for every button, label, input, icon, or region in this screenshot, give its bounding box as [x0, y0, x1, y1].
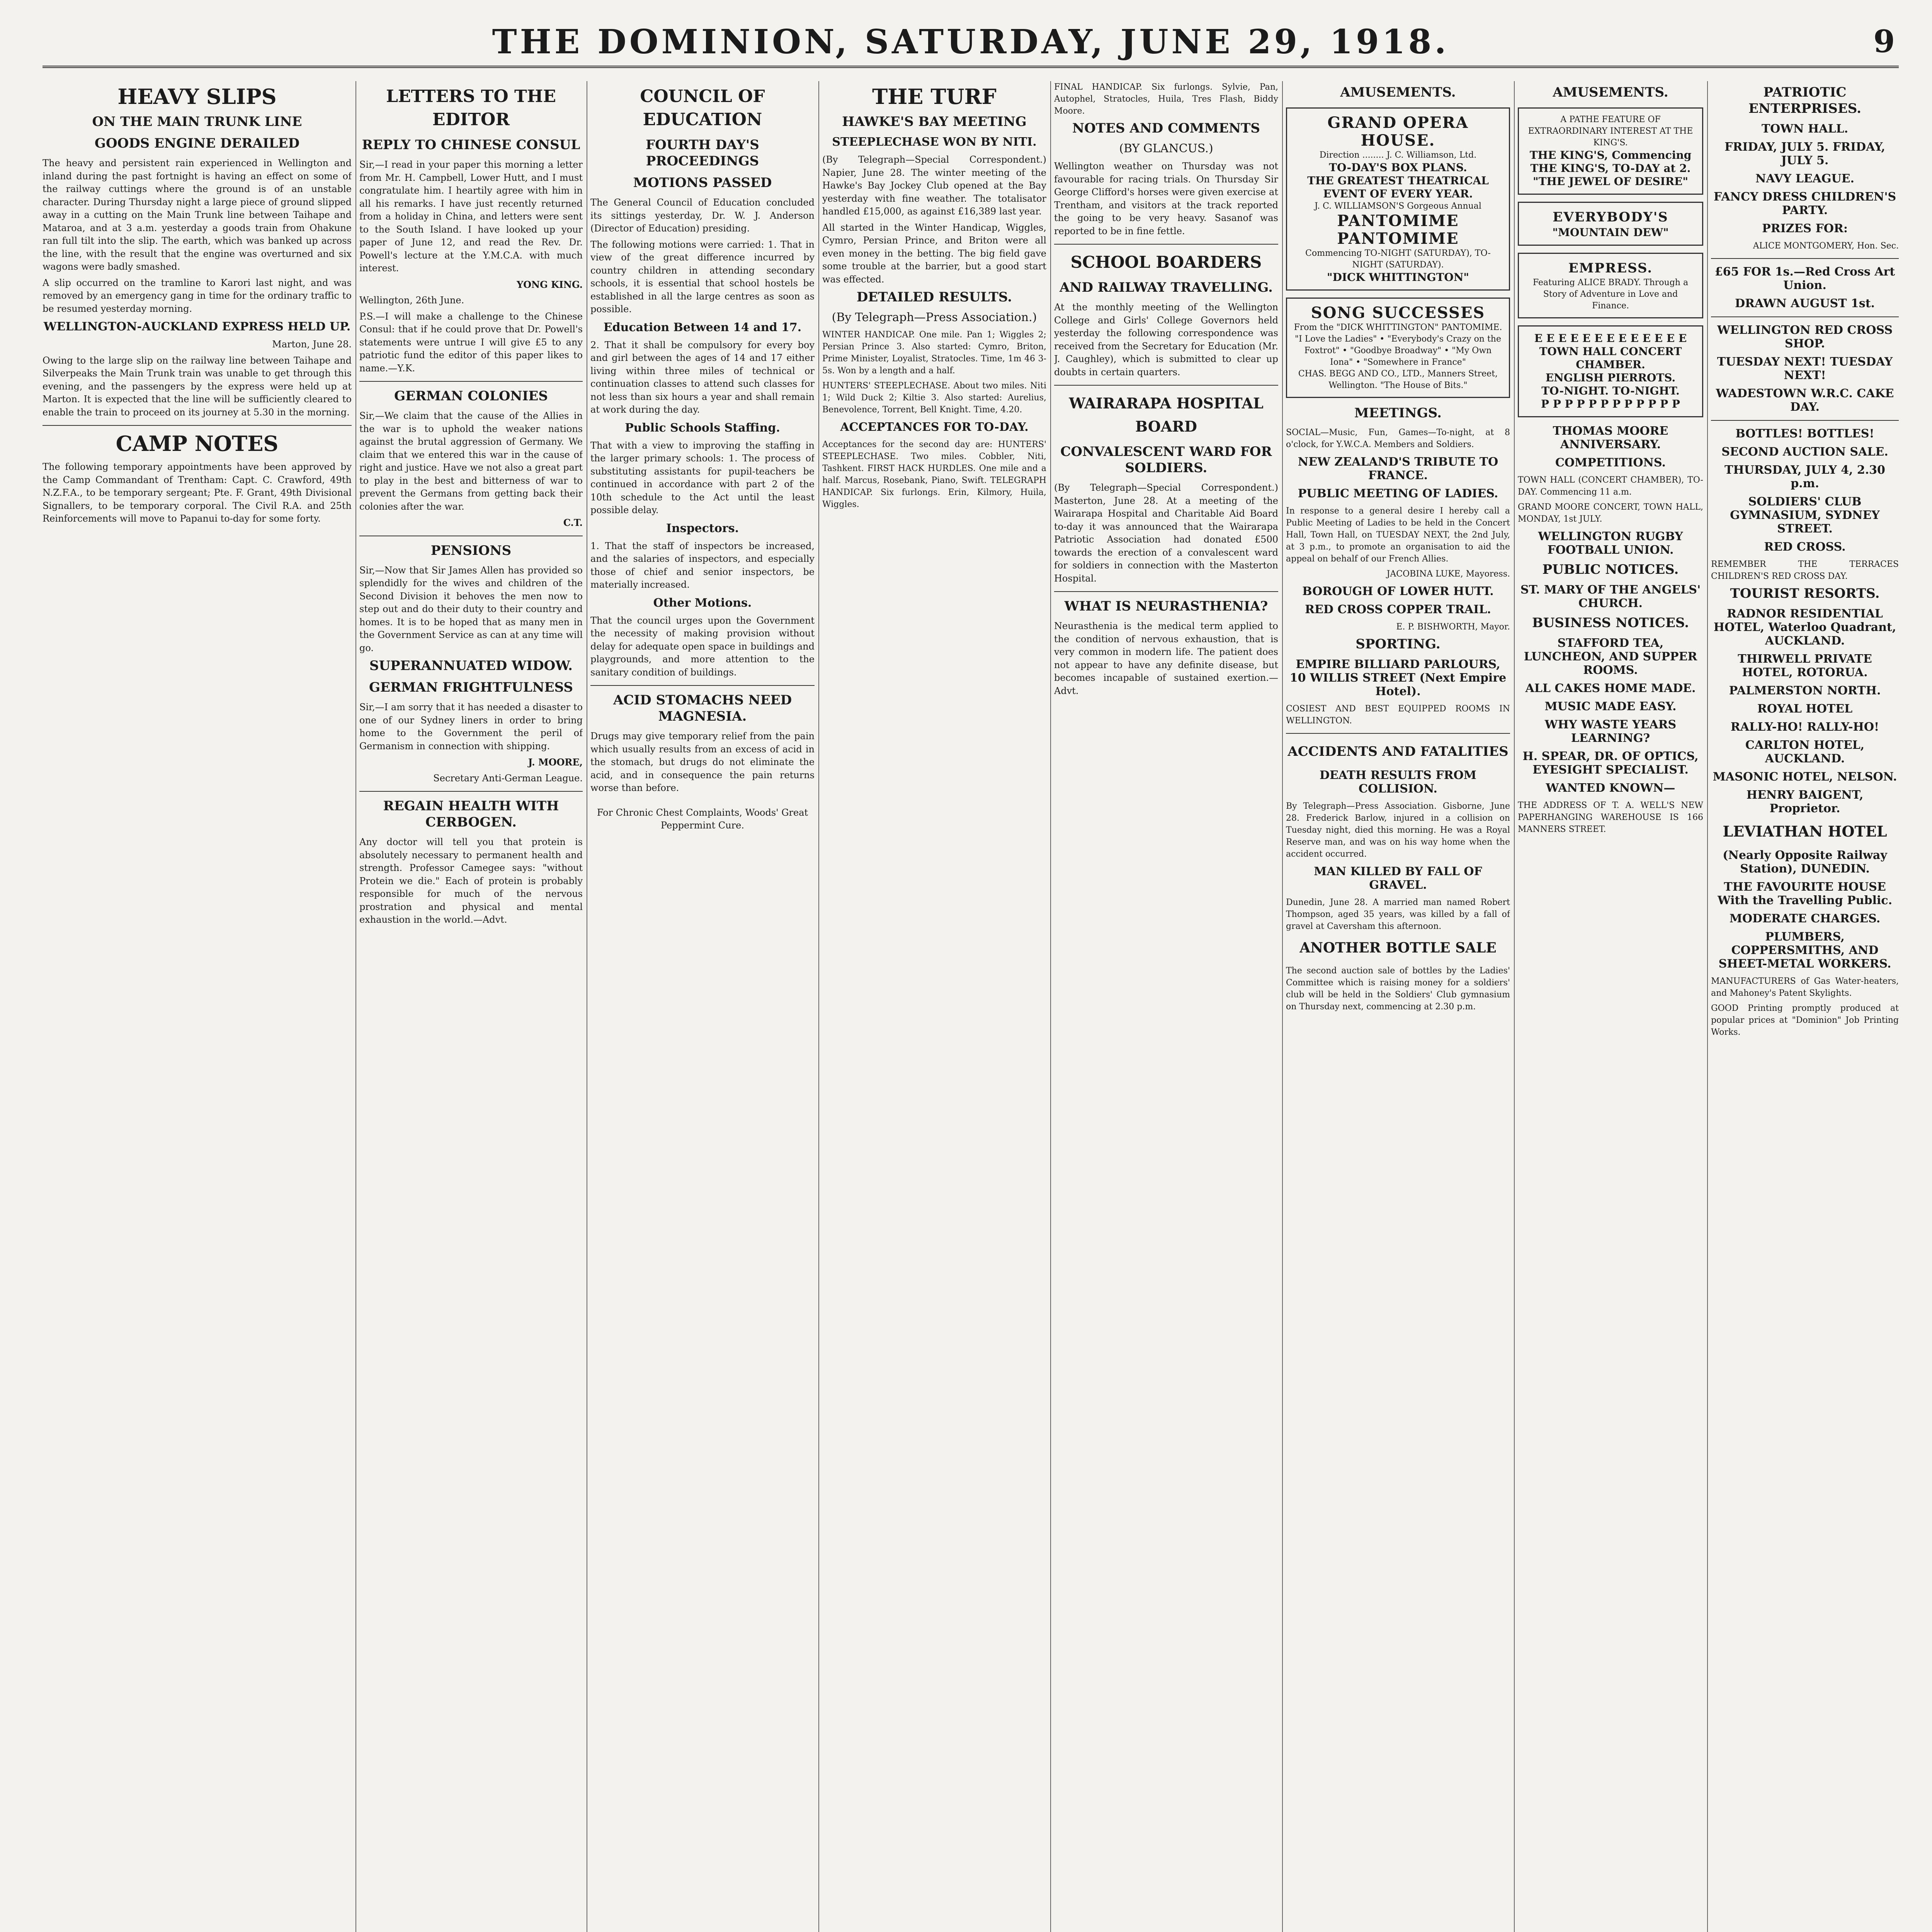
- notice-heading: MUSIC MADE EASY.: [1544, 700, 1677, 713]
- ad-text: A PATHE FEATURE OF EXTRAORDINARY INTEREST AT THE KING'S.: [1528, 115, 1693, 148]
- ad-text: Commencing TO-NIGHT (SATURDAY), TO-NIGHT (SATURDAY).: [1305, 248, 1491, 270]
- notice-subheading: HENRY BAIGENT, Proprietor.: [1746, 788, 1864, 815]
- notice-subheading: RED CROSS COPPER TRAIL.: [1305, 603, 1491, 616]
- race-results: FINAL HANDICAP. Six furlongs. Sylvie, Pan, Autophel, Stratocles, Huila, Tres Flash, Biddy Moore.: [1054, 82, 1278, 116]
- article-byline: (BY GLANCUS.): [1119, 142, 1213, 155]
- divider: [1054, 244, 1278, 245]
- ad-text: Direction ........ J. C. Williamson, Ltd.: [1319, 150, 1477, 160]
- article-subheading: ACID STOMACHS NEED MAGNESIA.: [613, 692, 792, 724]
- column-rule: [1707, 81, 1708, 1932]
- article-text: P.S.—I will make a challenge to the Chinese Consul: that if he could prove that Dr. Powell's statements were untrue I will give £5 to any patriotic fund the editor of this paper likes to name.—Y.K.: [359, 311, 583, 374]
- notice-heading: ROYAL HOTEL: [1757, 702, 1853, 716]
- notice-subheading: PUBLIC MEETING OF LADIES.: [1298, 487, 1498, 500]
- article-text: Sir,—Now that Sir James Allen has provided so splendidly for the wives and children of the Second Division it behoves the men now to step out and do their duty to their country and homes. It is to be hoped that as many men in the Government Service as can at any time will go.: [359, 565, 583, 653]
- article-subheading: MAN KILLED BY FALL OF GRAVEL.: [1314, 865, 1482, 892]
- notice-text: GOOD Printing promptly produced at popular prices at "Dominion" Job Printing Works.: [1711, 1003, 1899, 1037]
- article-subheading: ACCEPTANCES FOR TO-DAY.: [840, 420, 1029, 434]
- ad-text: J. C. WILLIAMSON'S Gorgeous Annual: [1315, 201, 1481, 211]
- article-subheading: SUPERANNUATED WIDOW.: [369, 658, 573, 673]
- notice-text: COSIEST AND BEST EQUIPPED ROOMS IN WELLINGTON.: [1286, 704, 1510, 726]
- divider: [1711, 316, 1899, 317]
- grand-opera-ad: [1286, 107, 1510, 291]
- notice-heading: H. SPEAR, DR. OF OPTICS, EYESIGHT SPECIALIST.: [1522, 750, 1699, 777]
- section-heading: AMUSEMENTS.: [1340, 85, 1456, 100]
- section-heading: PUBLIC NOTICES.: [1542, 562, 1679, 577]
- notice-heading: THIRWELL PRIVATE HOTEL, ROTORUA.: [1738, 652, 1872, 679]
- notice-heading: FANCY DRESS CHILDREN'S PARTY.: [1713, 190, 1896, 217]
- ad-text: CHAS. BEGG AND CO., LTD., Manners Street, Wellington. "The House of Bits.": [1298, 369, 1498, 390]
- notice-subheading: WHY WASTE YEARS LEARNING?: [1544, 718, 1677, 745]
- article-subheading: CONVALESCENT WARD FOR SOLDIERS.: [1060, 444, 1272, 476]
- notice-subheading: TUESDAY NEXT! TUESDAY NEXT!: [1717, 355, 1893, 382]
- article-subheading: GOODS ENGINE DERAILED: [94, 136, 300, 151]
- section-heading: Public Schools Staffing.: [625, 421, 780, 435]
- kings-theatre-ad: [1518, 107, 1703, 195]
- ad-text: "DICK WHITTINGTON": [1327, 271, 1469, 284]
- article-heading: LETTERS TO THE EDITOR: [386, 87, 556, 129]
- ad-title: EVERYBODY'S: [1553, 209, 1668, 225]
- article-text: The General Council of Education concluded its sittings yesterday, Dr. W. J. Anderson (Director of Education) presiding.: [590, 197, 815, 234]
- article-text: The following motions were carried: 1. That in view of the great difference incurred by country children in attending secondary schools, it is essential that school hostels be established in all the large centres as soon as possible.: [590, 239, 815, 315]
- notice-heading: ST. MARY OF THE ANGELS' CHURCH.: [1520, 583, 1701, 610]
- ad-title: PANTOMIME PANTOMIME: [1337, 212, 1459, 248]
- article-heading: ACCIDENTS AND FATALITIES: [1287, 744, 1509, 759]
- notice-heading: NEW ZEALAND'S TRIBUTE TO FRANCE.: [1298, 455, 1498, 482]
- column-5: [1054, 81, 1278, 1932]
- race-results: HUNTERS' STEEPLECHASE. About two miles. Niti 1; Wild Duck 2; Kiltie 3. Also started: Aurelius, Benevolence, Torrent, Bell Knight. Time, 4.20.: [822, 381, 1046, 415]
- notice-text: GRAND MOORE CONCERT, TOWN HALL, MONDAY, 1st JULY.: [1518, 502, 1703, 524]
- column-3: [590, 81, 815, 1932]
- column-7: [1518, 81, 1703, 1932]
- ad-text: "THE JEWEL OF DESIRE": [1533, 175, 1688, 188]
- article-text: Drugs may give temporary relief from the pain which usually results from an excess of acid in the stomach, but drugs do not eliminate the acid, and in consequence the pain returns worse than before.: [590, 731, 815, 793]
- divider: [43, 425, 352, 426]
- article-text: Sir,—We claim that the cause of the Allies in the war is to uphold the weaker nations against the brutal aggression of Germany. We claim that we entered this war in the cause of right and justice. Have we not also a great part to play in the best and bitterness of war to prevent the Germans from getting back their colonies after the war.: [359, 410, 583, 512]
- article-text: The heavy and persistent rain experienced in Wellington and inland during the past fortnight is having an effect on some of the railway cuttings where the ground is of an unstable character. During Thursday night a large piece of ground slipped away in a cutting on the Main Trunk line between Taihape and Mataroa, and at 3 a.m. yesterday a goods train from Ohakune ran full tilt into the slip. The earth, which was banked up across the line, with the result that the engine was overturned and six wagons were badly smashed.: [43, 158, 352, 272]
- article-text: Any doctor will tell you that protein is absolutely necessary to permanent health and strength. Professor Camegee says: "without Protein we die." Each of protein is probably responsible for much of the nervous prostration and physical and mental exhaustion in the world.—Advt.: [359, 837, 583, 925]
- ad-title: EMPRESS.: [1568, 260, 1653, 276]
- article-text: (By Telegraph—Special Correspondent.) Napier, June 28. The winter meeting of the Hawke's Bay Jockey Club opened at the Bay yesterday with fine weather. The totalisator handled £15,000, as against £16,389 last year.: [822, 154, 1046, 217]
- divider: [1054, 385, 1278, 386]
- race-results: WINTER HANDICAP. One mile. Pan 1; Wiggles 2; Persian Prince 3. Also started: Cymro, Briton, Prime Minister, Loyalist, Stratocles. Time, 1m 46 3-5s. Won by a length and a half.: [822, 330, 1046, 376]
- article-text: All started in the Winter Handicap, Wiggles, Cymro, Persian Prince, and Briton were all even money in the betting. The big field gave some trouble at the barrier, but a good start was effected.: [822, 222, 1046, 285]
- masthead: [43, 15, 1899, 68]
- notice-heading: PLUMBERS, COPPERSMITHS, AND SHEET-METAL WORKERS.: [1718, 930, 1891, 971]
- divider: [359, 381, 583, 382]
- article-heading: CAMP NOTES: [116, 431, 279, 456]
- notice-heading: COMPETITIONS.: [1555, 456, 1666, 469]
- divider: [1711, 258, 1899, 259]
- section-heading: Other Motions.: [653, 596, 752, 610]
- notice-subheading: PRIZES FOR:: [1762, 222, 1848, 235]
- notice-text: In response to a general desire I hereby call a Public Meeting of Ladies to be held in the Concert Hall, Town Hall, on TUESDAY NEXT, the 2nd July, at 3 p.m., to promote an organisation to aid the appeal on behalf of our French Allies.: [1286, 506, 1510, 564]
- notice-heading: THOMAS MOORE ANNIVERSARY.: [1553, 424, 1668, 451]
- notice-heading: RADNOR RESIDENTIAL HOTEL, Waterloo Quadrant, AUCKLAND.: [1713, 607, 1896, 648]
- article-subheading: HAWKE'S BAY MEETING: [842, 114, 1027, 129]
- divider: [359, 791, 583, 792]
- notice-subheading: FRIDAY, JULY 5. FRIDAY, JULY 5.: [1725, 140, 1885, 167]
- notice-heading: £65 FOR 1s.—Red Cross Art Union.: [1714, 265, 1895, 292]
- column-rule: [355, 81, 356, 1932]
- notice-signature: ALICE MONTGOMERY, Hon. Sec.: [1753, 241, 1899, 251]
- letter-signature: C.T.: [563, 517, 583, 528]
- ad-title: THE KING'S, Commencing THE KING'S, TO-DAY at 2.: [1529, 149, 1692, 175]
- column-1: [43, 81, 352, 1932]
- notice-text: MANUFACTURERS of Gas Water-heaters, and Mahoney's Patent Skylights.: [1711, 976, 1899, 998]
- article-subheading: DEATH RESULTS FROM COLLISION.: [1320, 769, 1476, 796]
- article-subheading: REPLY TO CHINESE CONSUL: [362, 137, 580, 153]
- footer-ad: For Chronic Chest Complaints, Woods' Great Peppermint Cure.: [597, 807, 808, 831]
- column-2: [359, 81, 583, 1932]
- divider: [1286, 733, 1510, 734]
- notice-text: TOWN HALL (CONCERT CHAMBER), TO-DAY. Commencing 11 a.m.: [1518, 475, 1703, 497]
- article-subheading: GERMAN FRIGHTFULNESS: [369, 680, 573, 695]
- ad-title: GRAND OPERA HOUSE.: [1327, 114, 1469, 150]
- article-heading: WAIRARAPA HOSPITAL BOARD: [1069, 395, 1264, 435]
- divider: [1711, 420, 1899, 421]
- notice-heading: WELLINGTON RED CROSS SHOP.: [1717, 323, 1893, 350]
- article-subheading: MOTIONS PASSED: [633, 175, 772, 190]
- notice-heading: RED CROSS.: [1764, 540, 1846, 554]
- section-heading: TOURIST RESORTS.: [1730, 586, 1880, 601]
- letter-signature: J. MOORE,: [528, 757, 583, 768]
- town-hall-concert-ad: [1518, 325, 1703, 417]
- article-text: The following temporary appointments have been approved by the Camp Commandant of Trentham: Capt. C. Crawford, 49th N.Z.F.A., to be temporary sergeant; Pte. F. Grant, 49th Divisional Signallers, to be temporary corporal. The Civil R.A. and 25th Reinforcements will move to Papanui to-day for some forty.: [43, 461, 352, 524]
- notice-text: REMEMBER THE TERRACES CHILDREN'S RED CROSS DAY.: [1711, 560, 1899, 581]
- column-rule: [818, 81, 819, 1932]
- notice-text: SOCIAL—Music, Fun, Games—To-night, at 8 o'clock, for Y.W.C.A. Members and Soldiers.: [1286, 428, 1510, 449]
- ad-text: TO-DAY'S BOX PLANS.: [1329, 161, 1467, 174]
- article-heading: COUNCIL OF EDUCATION: [640, 87, 765, 129]
- notice-heading: PALMERSTON NORTH.: [1729, 684, 1881, 697]
- letter-signature: YONG KING.: [517, 279, 583, 290]
- section-heading: BUSINESS NOTICES.: [1532, 615, 1689, 631]
- ad-title: TOWN HALL CONCERT CHAMBER.: [1539, 345, 1682, 371]
- article-text: A slip occurred on the tramline to Karori last night, and was removed by an emergency gang in time for the ordinary traffic to be resumed yesterday morning.: [43, 277, 352, 314]
- notice-subheading: (Nearly Opposite Railway Station), DUNEDIN.: [1723, 849, 1887, 876]
- article-text: Owing to the large slip on the railway line between Taihape and Silverpeaks the Main Trunk train was unable to get through this evening, and the passengers by the express were held up at Marton. It is expected that the line will be sufficiently cleared to enable the train to proceed on its journey at 5.30 in the morning.: [43, 355, 352, 418]
- article-subheading: DETAILED RESULTS.: [856, 289, 1012, 305]
- section-heading: MEETINGS.: [1354, 405, 1442, 421]
- section-heading: Education Between 14 and 17.: [603, 320, 802, 334]
- section-heading: Inspectors.: [666, 521, 739, 535]
- article-text: Neurasthenia is the medical term applied to the condition of nervous exhaustion, that is very common in modern life. The patient does not appear to have any definite disease, but becomes incapable of sustained exertion.—Advt.: [1054, 621, 1278, 696]
- article-text: Sir,—I read in your paper this morning a letter from Mr. H. Campbell, Lower Hutt, and I must congratulate him. I heartily agree with him in all his remarks. I have just recently returned from a holiday in China, and letters were sent to the South Island. I have looked up your paper of June 12, and read the Rev. Dr. Powell's lecture at the Y.M.C.A. with much interest.: [359, 159, 583, 274]
- empress-theatre-ad: [1518, 253, 1703, 318]
- section-heading: AMUSEMENTS.: [1553, 85, 1668, 100]
- notice-heading: WELLINGTON RUGBY FOOTBALL UNION.: [1538, 530, 1683, 557]
- column-4: [822, 81, 1046, 1932]
- hotel-name: LEVIATHAN HOTEL: [1723, 823, 1887, 840]
- section-heading: SPORTING.: [1355, 636, 1440, 652]
- article-text: By Telegraph—Press Association. Gisborne, June 28. Frederick Barlow, injured in a collision on Tuesday night, died this morning. He was a Royal Reserve man, and was on his way home when the accident occurred.: [1286, 801, 1510, 859]
- notice-heading: ALL CAKES HOME MADE.: [1525, 682, 1696, 695]
- article-byline: (By Telegraph—Press Association.): [832, 311, 1037, 324]
- ad-text: ENGLISH PIERROTS.: [1545, 371, 1676, 384]
- ad-text: "MOUNTAIN DEW": [1552, 226, 1669, 239]
- article-text: 1. That the staff of inspectors be increased, and the salaries of inspectors, and especially those of chief and senior inspectors, be materially increased.: [590, 540, 815, 590]
- article-heading: HEAVY SLIPS: [117, 84, 277, 109]
- letter-signature-title: Secretary Anti-German League.: [433, 772, 583, 784]
- article-text: That with a view to improving the staffing in the larger primary schools: 1. The process of substituting assistants for pupil-teachers be continued in accordance with part 2 of the 10th schedule to the Act until the least possible delay.: [590, 440, 815, 515]
- notice-heading: SECOND AUCTION SALE.: [1721, 445, 1888, 459]
- column-rule: [1514, 81, 1515, 1932]
- ad-title: SONG SUCCESSES: [1311, 304, 1485, 322]
- notice-heading: CARLTON HOTEL, AUCKLAND.: [1745, 738, 1865, 765]
- notice-heading: STAFFORD TEA, LUNCHEON, AND SUPPER ROOMS.: [1524, 636, 1697, 677]
- notice-heading: BOTTLES! BOTTLES!: [1735, 427, 1874, 440]
- column-6: [1286, 81, 1510, 1932]
- notice-heading: WADESTOWN W.R.C. CAKE DAY.: [1716, 387, 1894, 414]
- article-subheading: WELLINGTON-AUCKLAND EXPRESS HELD UP.: [43, 320, 351, 333]
- section-heading: PATRIOTIC ENTERPRISES.: [1748, 85, 1861, 116]
- notice-heading: NAVY LEAGUE.: [1755, 172, 1854, 185]
- ad-border-letters: E E E E E E E E E E E E E: [1534, 332, 1687, 345]
- article-subheading: PENSIONS: [430, 543, 512, 558]
- ad-text: From the "DICK WHITTINGTON" PANTOMIME.: [1294, 323, 1502, 332]
- article-subheading: WHAT IS NEURASTHENIA?: [1064, 599, 1268, 614]
- acceptances-list: Acceptances for the second day are: HUNTERS' STEEPLECHASE. Two miles. Cobbler, Niti, Tashkent. FIRST HACK HURDLES. One mile and a half. Marcus, Rosebank, Piano, Swift. TELEGRAPH HANDICAP. Six furlongs. Erin, Kilmory, Huila, Wiggles.: [822, 440, 1046, 509]
- article-text: That the council urges upon the Government the necessity of making provision without delay for adequate open space in buildings and playgrounds, and more attention to the sanitary condition of buildings.: [590, 615, 815, 678]
- ad-text: Featuring ALICE BRADY. Through a Story of Adventure in Love and Finance.: [1532, 278, 1689, 311]
- ad-border-letters: P P P P P P P P P P P P: [1541, 398, 1680, 410]
- article-subheading: REGAIN HEALTH WITH CERBOGEN.: [383, 798, 559, 830]
- notice-signature: JACOBINA LUKE, Mayoress.: [1386, 569, 1510, 579]
- article-subheading: AND RAILWAY TRAVELLING.: [1060, 280, 1273, 295]
- notice-heading: RALLY-HO! RALLY-HO!: [1730, 720, 1879, 734]
- article-text: Sir,—I am sorry that it has needed a disaster to one of our Sydney liners in order to bring home to the Government the peril of Germanism in connection with shipping.: [359, 702, 583, 752]
- ad-text: "I Love the Ladies" • "Everybody's Crazy on the Foxtrot" • "Goodbye Broadway" • "My Own Iona" • "Somewhere in France": [1294, 334, 1501, 367]
- article-text: (By Telegraph—Special Correspondent.) Masterton, June 28. At a meeting of the Wairarapa Hospital and Charitable Aid Board to-day it was announced that the Wairarapa Patriotic Association had donated £500 towards the erection of a convalescent ward for soldiers in connection with the Masterton Hospital.: [1054, 482, 1278, 584]
- column-rule: [1050, 81, 1051, 1932]
- notice-subheading: THURSDAY, JULY 4, 2.30 p.m.: [1725, 463, 1885, 490]
- article-text: Dunedin, June 28. A married man named Robert Thompson, aged 35 years, was killed by a fall of gravel at Caversham this afternoon.: [1286, 898, 1510, 931]
- song-successes-ad: [1286, 298, 1510, 398]
- article-heading: ANOTHER BOTTLE SALE: [1299, 940, 1497, 956]
- newspaper-title: THE DOMINION, SATURDAY, JUNE 29, 1918.: [492, 22, 1449, 61]
- article-text: At the monthly meeting of the Wellington College and Girls' College Governors held yesterday the following correspondence was received from the Secretary for Education (Mr. J. Caughley), which is submitted to clear up doubts in certain quarters.: [1054, 302, 1278, 378]
- notice-heading: BOROUGH OF LOWER HUTT.: [1302, 585, 1494, 598]
- everybodys-theatre-ad: [1518, 202, 1703, 246]
- article-heading: THE TURF: [872, 84, 997, 109]
- divider: [590, 685, 815, 686]
- page-number: 9: [1873, 23, 1895, 60]
- ad-text: THE GREATEST THEATRICAL EVENT OF EVERY YEAR.: [1307, 174, 1489, 200]
- notice-signature: E. P. BISHWORTH, Mayor.: [1396, 622, 1510, 632]
- notice-subheading: DRAWN AUGUST 1st.: [1735, 297, 1875, 310]
- ad-text: TO-NIGHT. TO-NIGHT.: [1541, 384, 1680, 397]
- article-text: 2. That it shall be compulsory for every boy and girl between the ages of 14 and 17 either living within three miles of technical or continuation classes to attend such classes for not less than six hours a year and shall remain at work during the day.: [590, 339, 815, 415]
- dateline: Marton, June 28.: [272, 339, 352, 350]
- article-heading: SCHOOL BOARDERS: [1070, 253, 1262, 272]
- article-text: Wellington weather on Thursday was not favourable for racing trials. On Thursday Sir George Clifford's horses were given exercise at Trentham, and visitors at the track reported the going to be very heavy. Sasanof was reported to be in fine fettle.: [1054, 161, 1278, 236]
- column-rule: [1282, 81, 1283, 1932]
- notice-subheading: MODERATE CHARGES.: [1729, 912, 1881, 925]
- notice-heading: MASONIC HOTEL, NELSON.: [1713, 770, 1897, 784]
- notice-heading: TOWN HALL.: [1761, 122, 1849, 136]
- notice-subheading: THE FAVOURITE HOUSE With the Travelling Public.: [1717, 880, 1893, 907]
- article-subheading: NOTES AND COMMENTS: [1072, 121, 1260, 136]
- article-text: Wellington, 26th June.: [359, 295, 464, 306]
- article-subheading: FOURTH DAY'S PROCEEDINGS: [646, 137, 759, 169]
- notice-heading: EMPIRE BILLIARD PARLOURS, 10 WILLIS STREET (Next Empire Hotel).: [1289, 658, 1507, 698]
- divider: [1054, 591, 1278, 592]
- article-subheading: ON THE MAIN TRUNK LINE: [92, 114, 302, 129]
- article-subheading: GERMAN COLONIES: [394, 388, 548, 404]
- column-8: [1711, 81, 1899, 1932]
- notice-text: THE ADDRESS OF T. A. WELL'S NEW PAPERHANGING WAREHOUSE IS 166 MANNERS STREET.: [1518, 801, 1703, 834]
- notice-subheading: SOLDIERS' CLUB GYMNASIUM, SYDNEY STREET.: [1730, 495, 1880, 536]
- article-text: The second auction sale of bottles by the Ladies' Committee which is raising money for a soldiers' club will be held in the Soldiers' Club gymnasium on Thursday next, commencing at 2.30 p.m.: [1286, 966, 1510, 1012]
- article-subheading: STEEPLECHASE WON BY NITI.: [832, 135, 1037, 149]
- notice-heading: WANTED KNOWN—: [1546, 781, 1675, 795]
